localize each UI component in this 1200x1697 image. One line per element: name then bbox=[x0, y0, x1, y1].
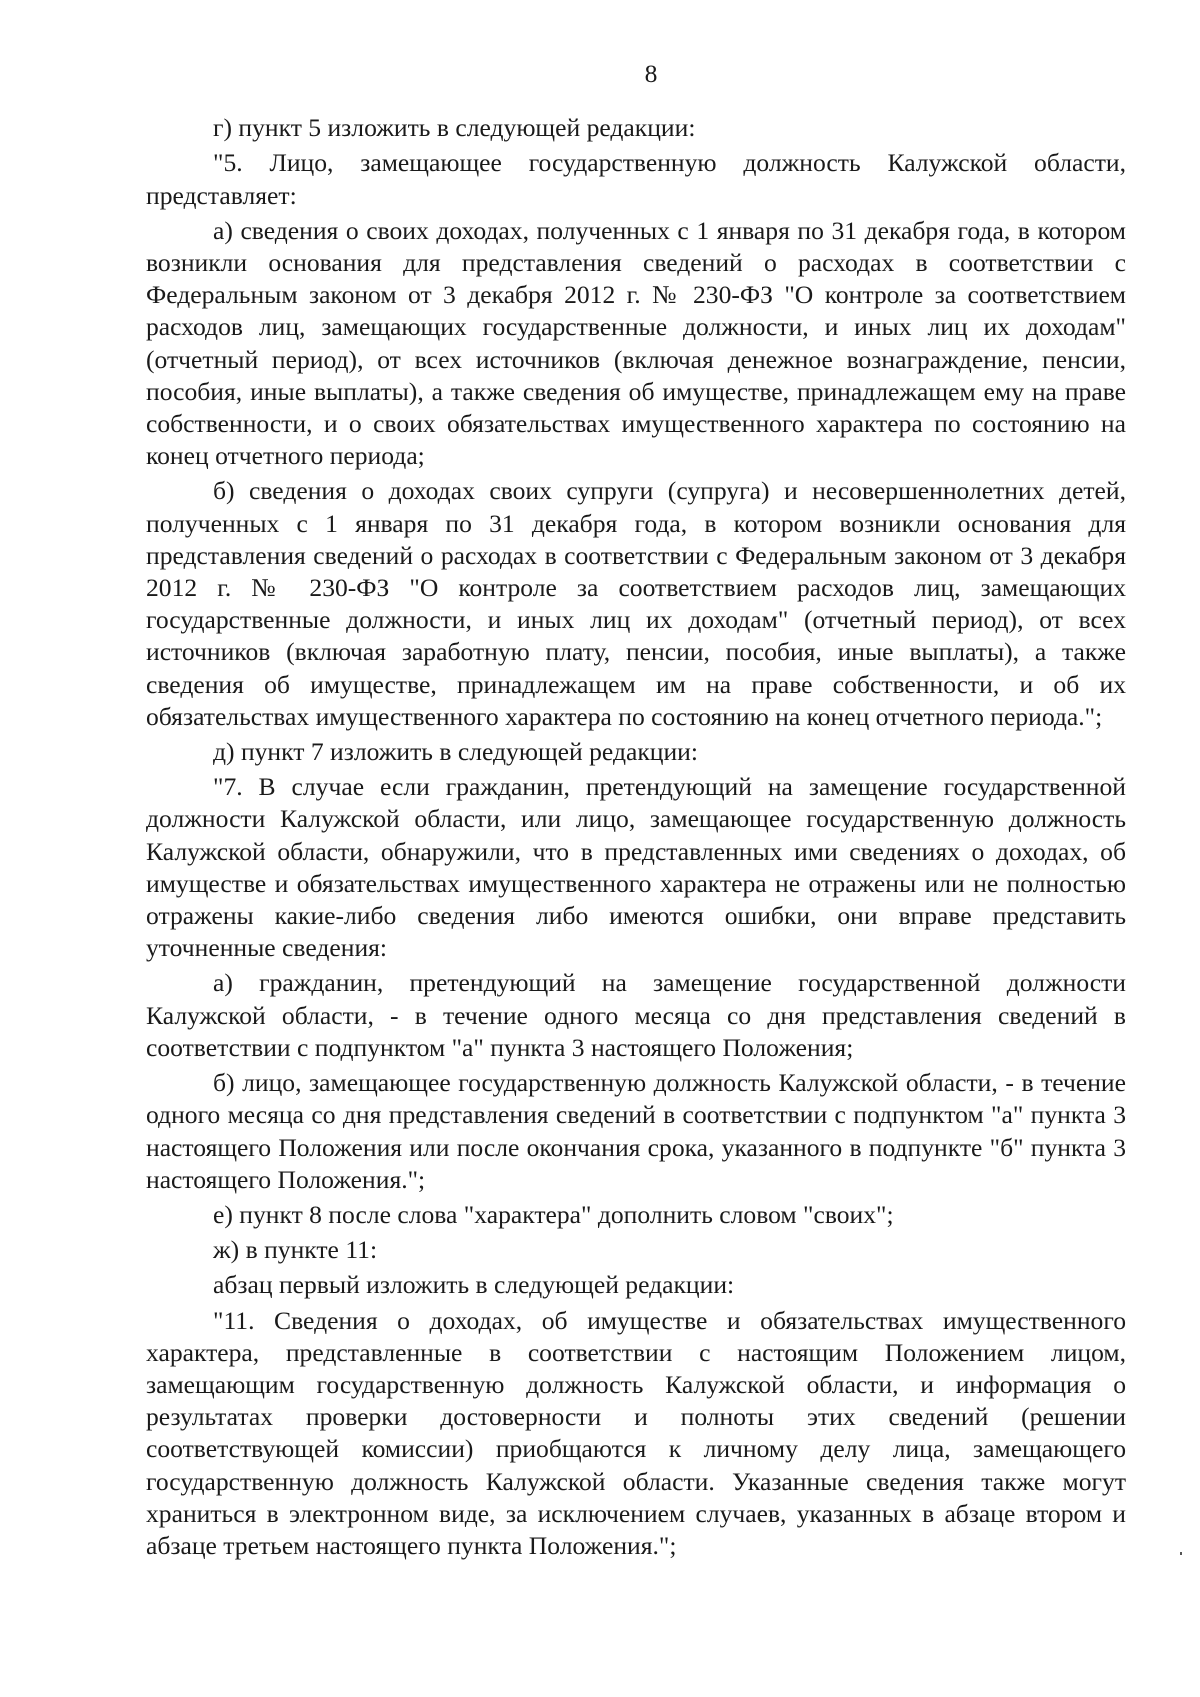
paragraph-point-5-b: б) сведения о доходах своих супруги (супруга) и несовершеннолетних детей, полученных с 1 января по 31 декабря года, в котором возникли основания для представления сведений о расходах в соответствии с Федеральным законом от 3 декабря 2012 г. № 230-ФЗ "О контроле за соответствием расходов лиц, замещающих государственные должности, и иных лиц их доходам" (отчетный период), от всех источников (включая заработную плату, пенсии, пособия, иные выплаты), а также сведения об имуществе, принадлежащем им на праве собственности, и об их обязательствах имущественного характера по состоянию на конец отчетного периода."; bbox=[146, 476, 1126, 731]
paragraph-item-zh: ж) в пункте 11: bbox=[213, 1235, 378, 1265]
paragraph-point-7-a: а) гражданин, претендующий на замещение государственной должности Калужской области, - в течение одного месяца со дня представления сведений в соответствии с подпунктом "а" пункта 3 настоящего Положения; bbox=[146, 968, 1126, 1062]
paragraph-point-5-a: а) сведения о своих доходах, полученных с 1 января по 31 декабря года, в котором возникли основания для представления сведений о расходах в соответствии с Федеральным законом от 3 декабря 2012 г. № 230-ФЗ "О контроле за соответствием расходов лиц, замещающих государственные должности, и иных лиц их доходам" (отчетный период), от всех источников (включая денежное вознаграждение, пенсии, пособия, иные выплаты), а также сведения об имуществе, принадлежащем ему на праве собственности, и о своих обязательствах имущественного характера по состоянию на конец отчетного периода; bbox=[146, 215, 1126, 471]
document-page bbox=[146, 58, 1126, 1562]
paragraph-point-7: "7. В случае если гражданин, претендующий на замещение государственной должности Калужской области, или лицо, замещающее государственную должность Калужской области, обнаружили, что в представленных ими сведениях о доходах, об имуществе и обязательствах имущественного характера не отражены или не полностью отражены какие-либо сведения либо имеются ошибки, они вправе представить уточненные сведения: bbox=[146, 772, 1126, 963]
paragraph-first-abzac: абзац первый изложить в следующей редакции: bbox=[213, 1270, 735, 1300]
scan-speck bbox=[1180, 1552, 1182, 1555]
page-number: 8 bbox=[644, 59, 658, 88]
paragraph-point-7-b: б) лицо, замещающее государственную должность Калужской области, - в течение одного месяца со дня представления сведений в соответствии с подпунктом "а" пункта 3 настоящего Положения или после окончания срока, указанного в подпункте "б" пункта 3 настоящего Положения."; bbox=[146, 1068, 1126, 1194]
paragraph-item-e: е) пункт 8 после слова "характера" дополнить словом "своих"; bbox=[213, 1199, 894, 1229]
paragraph-point-5: "5. Лицо, замещающее государственную должность Калужской области, представляет: bbox=[146, 148, 1126, 210]
paragraph-item-g: г) пункт 5 изложить в следующей редакции: bbox=[213, 113, 696, 143]
paragraph-point-11: "11. Сведения о доходах, об имуществе и обязательствах имущественного характера, представленные в соответствии с настоящим Положением лицом, замещающим государственную должность Калужской области, и информация о результатах проверки достоверности и полноты этих сведений (решении соответствующей комиссии) приобщаются к личному делу лица, замещающего государственную должность Калужской области. Указанные сведения также могут храниться в электронном виде, за исключением случаев, указанных в абзаце втором и абзаце третьем настоящего пункта Положения."; bbox=[146, 1305, 1126, 1560]
paragraph-item-d: д) пункт 7 изложить в следующей редакции: bbox=[213, 737, 698, 767]
